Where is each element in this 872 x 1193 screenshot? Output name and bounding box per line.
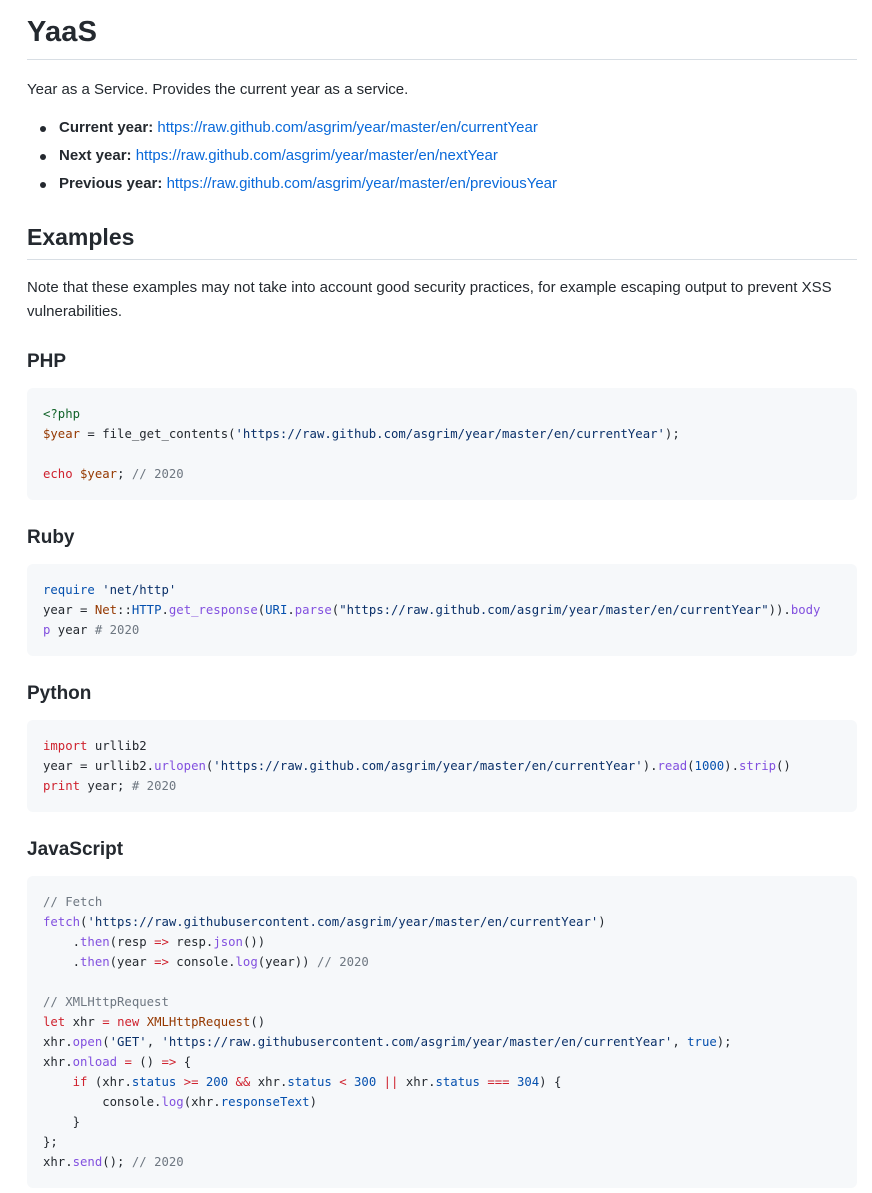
code-token: true — [687, 1035, 717, 1049]
code-token: (xhr. — [87, 1075, 132, 1089]
code-token: status — [287, 1075, 332, 1089]
code-token: // 2020 — [131, 467, 184, 481]
code-token: onload — [72, 1055, 118, 1069]
code-token: <?php — [43, 407, 81, 421]
code-token: log — [161, 1095, 184, 1109]
code-token: ( — [331, 603, 340, 617]
current-year-link[interactable]: https://raw.github.com/asgrim/year/master/en/currentYear — [157, 119, 538, 136]
code-token: 'https://raw.github.com/asgrim/year/master/en/currentYear' — [213, 759, 643, 773]
code-token: ( — [80, 915, 88, 929]
code-token: // Fetch — [43, 895, 103, 909]
code-token: = — [102, 1015, 110, 1029]
code-token: // 2020 — [316, 955, 369, 969]
code-token: 'GET' — [109, 1035, 147, 1049]
code-token: (); — [102, 1155, 132, 1169]
code-token: (xhr. — [183, 1095, 221, 1109]
code-token: ); — [664, 427, 680, 441]
code-token: urllib2 — [87, 739, 147, 753]
code-line — [43, 955, 369, 969]
code-token: 'https://raw.github.com/asgrim/year/master/en/currentYear' — [235, 427, 665, 441]
python-heading: Python — [27, 683, 92, 704]
code-token: >= — [183, 1075, 199, 1089]
code-token: () — [776, 759, 791, 773]
code-line — [43, 1035, 732, 1049]
code-line — [43, 1135, 58, 1149]
code-token: ; — [117, 467, 132, 481]
code-token: console. — [168, 955, 236, 969]
code-token: => — [161, 1055, 177, 1069]
code-token: . — [287, 603, 295, 617]
list-item — [59, 145, 857, 173]
code-token — [376, 1075, 383, 1089]
code-token: }; — [43, 1135, 58, 1149]
code-token: year = urllib2. — [43, 759, 155, 773]
code-token: ) { — [539, 1075, 562, 1089]
code-token: === — [487, 1075, 510, 1089]
code-token: , — [146, 1035, 162, 1049]
code-token: } — [43, 1115, 81, 1129]
examples-heading: Examples — [27, 221, 857, 260]
code-token: ( — [102, 1035, 110, 1049]
code-token: responseText — [220, 1095, 310, 1109]
code-token: 304 — [516, 1075, 540, 1089]
code-token — [73, 467, 80, 481]
code-token: 'https://raw.githubusercontent.com/asgrim/year/master/en/currentYear' — [161, 1035, 673, 1049]
code-token: (year — [109, 955, 155, 969]
code-token: // 2020 — [131, 1155, 184, 1169]
python-code-block[interactable] — [27, 720, 857, 812]
code-token: (resp — [109, 935, 155, 949]
code-token: ) — [309, 1095, 317, 1109]
code-line — [43, 1115, 80, 1129]
code-token: if — [72, 1075, 88, 1089]
code-token: status — [435, 1075, 480, 1089]
code-token: import — [43, 739, 88, 753]
php-heading: PHP — [27, 351, 67, 372]
code-line — [43, 935, 265, 949]
code-token: year — [50, 623, 95, 637]
ruby-code-block[interactable] — [27, 564, 857, 656]
code-line — [43, 1015, 265, 1029]
code-token: open — [72, 1035, 103, 1049]
code-token: Net — [94, 603, 118, 617]
code-token: xhr. — [43, 1055, 73, 1069]
code-line — [43, 1075, 561, 1089]
code-token: (year)) — [257, 955, 317, 969]
code-line — [43, 915, 606, 929]
code-token — [510, 1075, 517, 1089]
code-token: echo — [43, 467, 73, 481]
code-token — [110, 1015, 117, 1029]
code-token — [347, 1075, 354, 1089]
code-token: ( — [687, 759, 695, 773]
code-token: ( — [205, 759, 214, 773]
code-token: resp. — [168, 935, 214, 949]
code-line — [43, 759, 791, 773]
code-token: console. — [43, 1095, 162, 1109]
bullet-icon — [40, 126, 46, 132]
code-token: HTTP — [131, 603, 162, 617]
code-token: . — [43, 935, 81, 949]
php-code-block[interactable] — [27, 388, 857, 500]
code-token: print — [43, 779, 81, 793]
code-line — [43, 427, 680, 441]
bullet-icon — [40, 182, 46, 188]
intro-text: Year as a Service. Provides the current year as a service. — [27, 81, 409, 98]
code-token: 300 — [354, 1075, 377, 1089]
code-line — [43, 603, 820, 617]
endpoint-label: Current year: — [59, 119, 154, 136]
code-line — [43, 583, 176, 597]
bullet-icon — [40, 154, 46, 160]
code-token: xhr. — [43, 1035, 73, 1049]
code-token: () — [131, 1055, 162, 1069]
code-token: read — [657, 759, 688, 773]
code-token: p — [43, 623, 51, 637]
code-token: year; — [80, 779, 132, 793]
code-token: = — [124, 1055, 132, 1069]
code-token: URI — [265, 603, 288, 617]
code-token: XMLHttpRequest — [146, 1015, 251, 1029]
list-item — [59, 173, 857, 201]
code-token: xhr. — [398, 1075, 436, 1089]
code-line — [43, 1155, 184, 1169]
code-token: new — [117, 1015, 140, 1029]
code-token: $year — [80, 467, 118, 481]
code-token: xhr. — [250, 1075, 288, 1089]
code-line — [43, 895, 102, 909]
code-token: && — [235, 1075, 251, 1089]
code-token: xhr — [65, 1015, 103, 1029]
code-token — [199, 1075, 206, 1089]
code-token: { — [176, 1055, 192, 1069]
code-token: () — [250, 1015, 266, 1029]
code-token: )). — [768, 603, 791, 617]
ruby-heading: Ruby — [27, 527, 75, 548]
code-token — [228, 1075, 235, 1089]
code-line — [43, 1055, 191, 1069]
code-token: parse — [294, 603, 332, 617]
code-token: ( — [257, 603, 266, 617]
code-token: status — [131, 1075, 177, 1089]
code-token — [176, 1075, 183, 1089]
code-line — [43, 407, 80, 421]
code-token: ) — [598, 915, 606, 929]
security-note: Note that these examples may not take into account good security practices, for example escaping output to prevent XSS vulnerabilities. — [27, 279, 832, 320]
code-token: => — [154, 935, 169, 949]
previous-year-link[interactable]: https://raw.github.com/asgrim/year/master/en/previousYear — [166, 175, 558, 192]
code-token: json — [213, 935, 243, 949]
code-token: 'https://raw.githubusercontent.com/asgrim/year/master/en/currentYear' — [87, 915, 599, 929]
code-token: ). — [724, 759, 739, 773]
code-token: urlopen — [154, 759, 206, 773]
code-token — [43, 1075, 73, 1089]
code-token: xhr. — [43, 1155, 73, 1169]
next-year-link[interactable]: https://raw.github.com/asgrim/year/master/en/nextYear — [135, 147, 498, 164]
code-token: => — [154, 955, 169, 969]
code-token: # 2020 — [94, 623, 140, 637]
code-token: then — [80, 955, 110, 969]
code-token: year = — [43, 603, 95, 617]
code-token: || — [383, 1075, 399, 1089]
code-line — [43, 995, 169, 1009]
page-title: YaaS — [27, 0, 857, 60]
code-token: ). — [642, 759, 658, 773]
code-token: get_response — [168, 603, 258, 617]
code-line — [43, 1095, 317, 1109]
code-token: , — [672, 1035, 688, 1049]
code-token: "https://raw.github.com/asgrim/year/master/en/currentYear" — [339, 603, 769, 617]
javascript-heading: JavaScript — [27, 839, 124, 860]
code-token: send — [72, 1155, 103, 1169]
code-token: let — [43, 1015, 66, 1029]
code-token: 'net/http' — [102, 583, 177, 597]
endpoint-label: Previous year: — [59, 175, 163, 192]
code-token: :: — [117, 603, 132, 617]
code-token: # 2020 — [131, 779, 177, 793]
code-token: $year — [43, 427, 81, 441]
code-token: . — [43, 955, 81, 969]
endpoint-label: Next year: — [59, 147, 132, 164]
code-token: then — [80, 935, 110, 949]
code-line — [43, 779, 176, 793]
code-token: = file_get_contents( — [80, 427, 236, 441]
code-token: log — [235, 955, 258, 969]
code-line — [43, 467, 184, 481]
code-token: 200 — [205, 1075, 229, 1089]
code-line — [43, 739, 147, 753]
code-token: ()) — [242, 935, 266, 949]
code-token: < — [339, 1075, 347, 1089]
javascript-code-block[interactable] — [27, 876, 857, 1188]
endpoint-list — [27, 117, 857, 201]
code-token: strip — [738, 759, 777, 773]
list-item — [59, 117, 857, 145]
code-token — [139, 1015, 146, 1029]
code-token: fetch — [43, 915, 81, 929]
code-token: require — [43, 583, 95, 597]
code-token: // XMLHttpRequest — [43, 995, 169, 1009]
code-token: body — [790, 603, 821, 617]
code-token: . — [161, 603, 169, 617]
code-token: ); — [716, 1035, 732, 1049]
code-line — [43, 623, 139, 637]
code-token: 1000 — [694, 759, 725, 773]
